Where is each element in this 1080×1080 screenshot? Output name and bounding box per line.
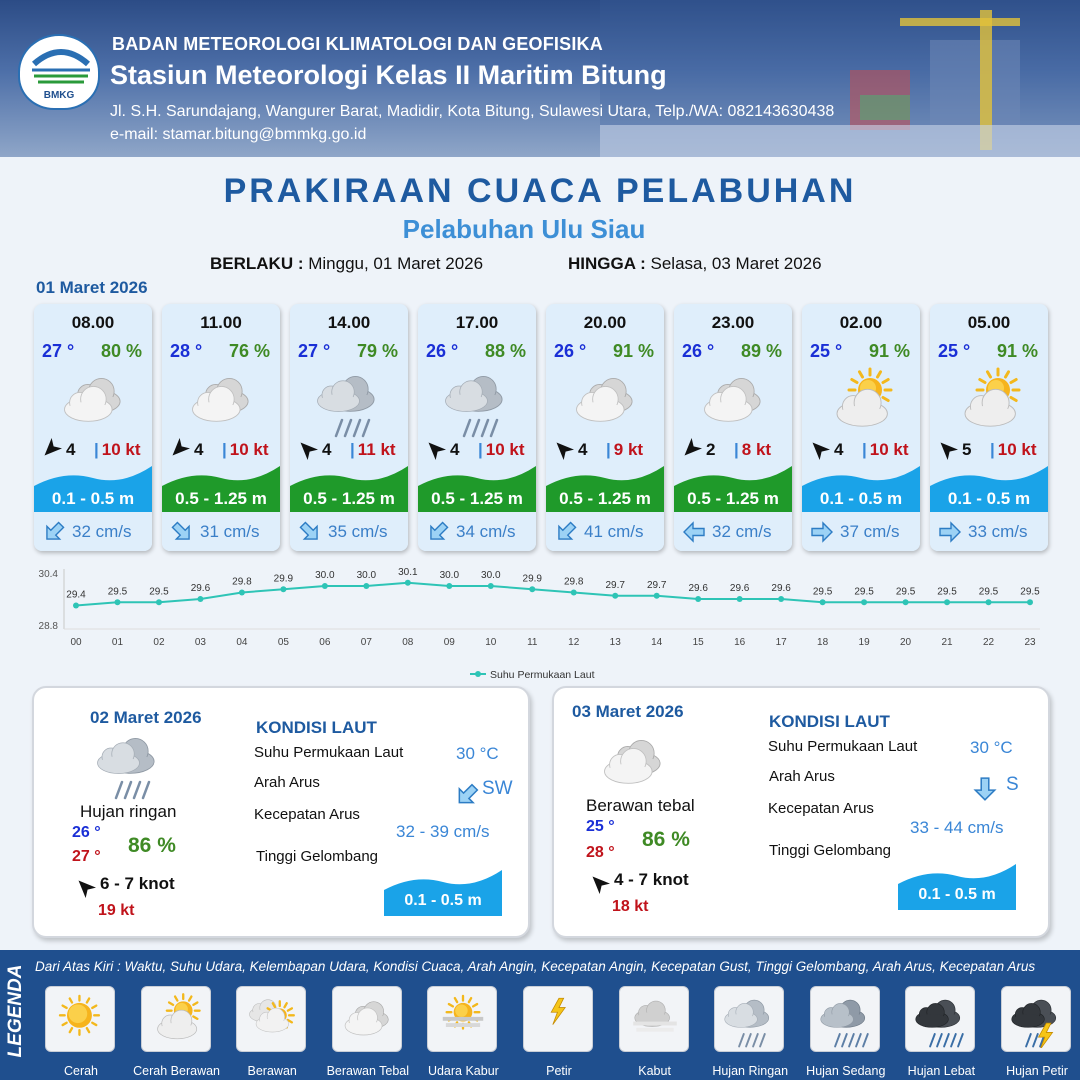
forecast-time: 20.00 <box>583 313 627 332</box>
wind-direction-icon <box>296 438 318 460</box>
hujan-lebat-icon <box>905 986 975 1052</box>
x-tick-label: 13 <box>609 637 621 648</box>
wind-speed: 4 <box>578 440 588 459</box>
x-tick-label: 17 <box>775 637 787 648</box>
air-temperature: 27 ° <box>298 341 331 361</box>
x-tick-label: 19 <box>858 637 870 648</box>
sst-point <box>820 599 826 605</box>
berawan-tebal-icon <box>332 986 402 1052</box>
current-speed: 32 cm/s <box>712 522 772 541</box>
wind-speed: 4 <box>450 440 460 459</box>
sst-label: Suhu Permukaan Laut <box>768 738 918 755</box>
x-tick-label: 01 <box>111 637 124 648</box>
petir-icon <box>523 986 593 1052</box>
sst-point <box>612 593 618 599</box>
forecast-time: 11.00 <box>200 313 242 332</box>
x-tick-label: 11 <box>527 637 538 648</box>
humidity: 79 % <box>356 341 398 361</box>
wave-height-value: 0.1 - 0.5 m <box>918 886 996 903</box>
legend-item <box>326 986 410 1078</box>
legend-item <box>133 986 221 1078</box>
wave-height: 0.5 - 1.25 m <box>303 489 395 508</box>
current-direction-label: Arah Arus <box>769 768 835 785</box>
gust-value: 10 kt <box>229 440 269 459</box>
daily-panel <box>552 686 1050 938</box>
hujan-ringan-icon <box>440 366 516 438</box>
current-speed-value: 33 - 44 cm/s <box>910 818 1004 837</box>
current-speed: 37 cm/s <box>840 522 900 541</box>
gust-value: 10 kt <box>101 440 141 459</box>
current-speed: 35 cm/s <box>328 522 388 541</box>
wind-speed: 5 <box>962 440 972 459</box>
hourly-card <box>418 304 536 551</box>
sst-point <box>114 599 120 605</box>
sst-point <box>986 599 992 605</box>
x-tick-label: 09 <box>443 637 455 648</box>
sst-point <box>737 596 743 602</box>
current-speed: 41 cm/s <box>584 522 644 541</box>
wind-direction-icon <box>588 872 610 894</box>
legend-item-label: Berawan Tebal <box>326 1064 410 1078</box>
sst-data-label: 29.7 <box>605 579 625 591</box>
legend-item <box>619 986 691 1078</box>
sst-point <box>156 599 162 605</box>
sst-point <box>446 583 452 589</box>
max-temperature: 28 ° <box>586 844 615 861</box>
gust-speed: 19 kt <box>98 902 135 919</box>
sst-point <box>529 586 535 592</box>
legend-item-label: Cerah <box>63 1064 99 1078</box>
berawan-tebal-icon <box>568 366 644 438</box>
x-tick-label: 16 <box>734 637 746 648</box>
x-tick-label: 18 <box>817 637 829 648</box>
hourly-card <box>290 304 408 551</box>
valid-from-value: Minggu, 01 Maret 2026 <box>308 254 484 273</box>
current-direction-icon <box>426 520 450 544</box>
sst-point <box>903 599 909 605</box>
sst-data-label: 30.1 <box>398 566 418 578</box>
valid-from <box>210 254 483 274</box>
bmkg-emblem-icon <box>20 36 102 90</box>
sst-data-label: 29.5 <box>895 586 916 598</box>
air-temperature: 26 ° <box>426 341 459 361</box>
current-speed-value: 32 - 39 cm/s <box>396 822 490 841</box>
sst-value: 30 °C <box>456 744 499 763</box>
sst-point <box>73 603 79 609</box>
sst-data-label: 29.5 <box>1020 586 1040 598</box>
berawan-tebal-icon <box>184 366 260 438</box>
legend-tag: LEGENDA <box>5 964 26 1058</box>
wave-height: 0.5 - 1.25 m <box>431 489 523 508</box>
air-temperature: 25 ° <box>810 341 843 361</box>
legend-item <box>427 986 499 1078</box>
x-tick-label: 14 <box>651 637 663 648</box>
gust-value: 8 kt <box>741 440 772 459</box>
station-address: Jl. S.H. Sarundajang, Wangurer Barat, Madidir, Kota Bitung, Sulawesi Utara, Telp./WA: 082143630438 <box>110 103 835 120</box>
legend-item-label: Hujan Sedang <box>806 1064 886 1078</box>
forecast-time: 23.00 <box>711 313 755 332</box>
legend-description: Dari Atas Kiri : Waktu, Suhu Udara, Kelembapan Udara, Kondisi Cuaca, Arah Angin, Kecepatan Angin, Kecepatan Gust, Tinggi Gelombang, Arah Arus, Kecepatan Arus <box>35 959 1036 974</box>
sst-data-label: 29.5 <box>978 586 999 598</box>
humidity: 76 % <box>228 341 270 361</box>
daily-panel <box>32 686 530 938</box>
sst-point <box>280 586 286 592</box>
legend-item-label: Hujan Petir <box>1006 1064 1068 1078</box>
wind-speed: 2 <box>706 440 716 459</box>
sst-data-label: 29.9 <box>273 573 294 585</box>
wind-direction-icon <box>680 438 702 460</box>
sst-series-line <box>76 583 1030 606</box>
wave-height: 0.1 - 0.5 m <box>819 489 903 508</box>
wind-speed: 4 <box>834 440 844 459</box>
berawan-tebal-icon <box>594 728 674 800</box>
sst-data-label: 30.0 <box>439 570 460 581</box>
wind-direction-icon <box>936 438 958 460</box>
hourly-card <box>546 304 664 551</box>
station-name: Stasiun Meteorologi Kelas II Maritim Bitung <box>110 60 667 90</box>
legend-series-name: Suhu Permukaan Laut <box>490 669 595 681</box>
weather-condition: Hujan ringan <box>80 802 177 821</box>
current-direction-icon <box>682 520 706 544</box>
legend-item-label: Hujan Lebat <box>907 1064 976 1078</box>
sst-data-label: 29.6 <box>729 583 750 594</box>
wind-direction-icon <box>40 438 62 460</box>
humidity: 91 % <box>996 341 1038 361</box>
udara-kabur-icon <box>427 986 497 1052</box>
humidity: 88 % <box>484 341 526 361</box>
sst-point <box>944 599 950 605</box>
legend-item-label: Cerah Berawan <box>133 1064 221 1078</box>
sst-data-label: 29.8 <box>564 576 584 588</box>
forecast-time: 08.00 <box>71 313 115 332</box>
gust-speed: | 11 kt <box>350 440 396 459</box>
x-tick-label: 22 <box>982 637 995 648</box>
sst-point <box>1027 599 1033 605</box>
daily-date: 02 Maret 2026 <box>90 708 202 727</box>
sst-point <box>861 599 867 605</box>
sst-chart <box>30 565 1050 685</box>
gust-speed: | 10 kt <box>222 440 269 459</box>
current-speed: 31 cm/s <box>200 522 260 541</box>
legend-item-label: Berawan <box>247 1064 297 1078</box>
wind-speed: 4 <box>66 440 76 459</box>
humidity: 91 % <box>612 341 654 361</box>
current-direction-icon <box>454 782 480 808</box>
current-direction-icon <box>554 520 578 544</box>
humidity: 91 % <box>868 341 910 361</box>
forecast-time: 14.00 <box>327 313 371 332</box>
gust-speed: | 9 kt <box>606 440 644 459</box>
sst-point <box>363 583 369 589</box>
page-title: PRAKIRAAN CUACA PELABUHAN <box>223 172 857 210</box>
air-temperature: 26 ° <box>554 341 587 361</box>
y-tick-label: 30.4 <box>38 569 58 580</box>
valid-to <box>568 254 822 274</box>
gust-value: 10 kt <box>869 440 909 459</box>
sst-value: 30 °C <box>970 738 1013 757</box>
wind-direction-icon <box>808 438 830 460</box>
current-direction-label: Arah Arus <box>254 774 320 791</box>
valid-to-value: Selasa, 03 Maret 2026 <box>650 254 822 273</box>
current-direction-value: SW <box>482 778 513 799</box>
cerah-berawan-icon <box>141 986 211 1052</box>
hourly-card <box>34 304 152 551</box>
hujan-ringan-icon <box>714 986 784 1052</box>
sea-condition-heading: KONDISI LAUT <box>256 718 377 737</box>
sst-point <box>654 593 660 599</box>
air-temperature: 26 ° <box>682 341 715 361</box>
sst-data-label: 29.5 <box>149 586 169 598</box>
sst-point <box>239 590 245 596</box>
wind-speed: 4 <box>194 440 204 459</box>
humidity: 86 % <box>128 834 176 857</box>
x-tick-label: 02 <box>153 637 165 648</box>
logo-text: BMKG <box>43 90 75 101</box>
current-speed: 32 cm/s <box>72 522 132 541</box>
x-tick-label: 06 <box>319 637 331 648</box>
x-tick-label: 12 <box>568 637 580 648</box>
wind-direction-icon <box>168 438 190 460</box>
wave-height-label: Tinggi Gelombang <box>256 848 379 865</box>
sst-point <box>322 583 328 589</box>
wind-speed: 4 - 7 knot <box>614 870 689 889</box>
wave-height: 0.5 - 1.25 m <box>687 489 779 508</box>
cerah-berawan-icon <box>824 366 900 438</box>
cerah-icon <box>45 986 115 1052</box>
air-temperature: 25 ° <box>938 341 971 361</box>
berawan-tebal-icon <box>696 366 772 438</box>
port-name: Pelabuhan Ulu Siau <box>402 214 646 244</box>
station-email: e-mail: stamar.bitung@bmmkg.go.id <box>110 126 367 143</box>
legend-item-label: Udara Kabur <box>427 1064 499 1078</box>
legend-swatch-dot <box>475 671 481 677</box>
daily-date: 03 Maret 2026 <box>572 702 684 721</box>
wind-direction-icon <box>74 876 96 898</box>
sst-point <box>695 596 701 602</box>
header-banner <box>0 0 1080 157</box>
x-tick-label: 08 <box>402 637 414 648</box>
sst-data-label: 29.9 <box>522 573 542 585</box>
gust-value: 9 kt <box>613 440 644 459</box>
x-tick-label: 05 <box>277 637 289 648</box>
wind-speed: 6 - 7 knot <box>100 874 175 893</box>
sea-condition-heading: KONDISI LAUT <box>769 712 890 731</box>
cerah-berawan-icon <box>952 366 1028 438</box>
hourly-card <box>930 304 1048 551</box>
sst-data-label: 29.6 <box>688 583 708 594</box>
legend-item <box>905 986 977 1078</box>
gust-value: 11 kt <box>357 440 396 459</box>
gust-speed: 18 kt <box>612 898 649 915</box>
kabut-icon <box>619 986 689 1052</box>
forecast-time: 02.00 <box>839 313 883 332</box>
current-direction-value: S <box>1006 774 1019 795</box>
x-tick-label: 03 <box>194 637 206 648</box>
legend-item <box>806 986 886 1078</box>
legend-item-label: Hujan Ringan <box>712 1064 789 1078</box>
wind-direction-icon <box>424 438 446 460</box>
hourly-card <box>674 304 792 551</box>
max-temperature: 27 ° <box>72 848 101 865</box>
sst-point <box>197 596 203 602</box>
hourly-card <box>802 304 920 551</box>
hujan-ringan-icon <box>312 366 388 438</box>
x-tick-label: 10 <box>485 637 497 648</box>
sst-point <box>405 580 411 586</box>
wave-height: 0.1 - 0.5 m <box>947 489 1031 508</box>
air-temperature: 27 ° <box>42 341 75 361</box>
berawan-tebal-icon <box>56 366 132 438</box>
current-direction-icon <box>972 776 998 802</box>
sst-data-label: 29.5 <box>937 586 957 598</box>
humidity: 80 % <box>100 341 142 361</box>
sst-data-label: 29.4 <box>66 589 86 601</box>
forecast-time: 05.00 <box>967 313 1011 332</box>
min-temperature: 25 ° <box>586 818 615 835</box>
legend-item <box>712 986 789 1078</box>
min-temperature: 26 ° <box>72 824 101 841</box>
sst-point <box>488 583 494 589</box>
gust-speed: | 8 kt <box>734 440 772 459</box>
current-direction-icon <box>298 520 322 544</box>
port-illustration <box>600 0 1080 157</box>
forecast-time: 17.00 <box>455 313 499 332</box>
current-speed-label: Kecepatan Arus <box>254 806 360 823</box>
sst-data-label: 29.7 <box>646 579 667 591</box>
sst-data-label: 29.6 <box>771 583 791 594</box>
hujan-sedang-icon <box>810 986 880 1052</box>
legend-item <box>523 986 595 1078</box>
org-name: BADAN METEOROLOGI KLIMATOLOGI DAN GEOFISIKA <box>112 34 603 54</box>
x-tick-label: 21 <box>941 637 953 648</box>
current-direction-icon <box>42 520 66 544</box>
current-speed-label: Kecepatan Arus <box>768 800 874 817</box>
sst-data-label: 29.5 <box>107 586 128 598</box>
current-direction-icon <box>938 520 962 544</box>
gust-speed: | 10 kt <box>94 440 141 459</box>
berawan-icon <box>236 986 306 1052</box>
valid-to-label: HINGGA : <box>568 254 646 273</box>
sst-data-label: 30.0 <box>481 570 501 581</box>
wave-height: 0.5 - 1.25 m <box>175 489 267 508</box>
legend-item-label: Petir <box>546 1064 572 1078</box>
sst-label: Suhu Permukaan Laut <box>254 744 404 761</box>
sst-data-label: 29.5 <box>812 586 833 598</box>
wave-height-label: Tinggi Gelombang <box>769 842 892 859</box>
gust-speed: | 10 kt <box>862 440 909 459</box>
day1-date: 01 Maret 2026 <box>36 278 148 297</box>
sst-data-label: 29.5 <box>854 586 874 598</box>
hourly-card <box>162 304 280 551</box>
gust-value: 10 kt <box>485 440 525 459</box>
x-tick-label: 07 <box>360 637 372 648</box>
x-tick-label: 04 <box>236 637 248 648</box>
wind-direction-icon <box>552 438 574 460</box>
wave-height-value: 0.1 - 0.5 m <box>404 892 482 909</box>
wind-speed: 4 <box>322 440 332 459</box>
humidity: 89 % <box>740 341 782 361</box>
legend-item <box>1001 986 1073 1078</box>
current-direction-icon <box>170 520 194 544</box>
y-tick-label: 28.8 <box>38 621 58 632</box>
wave-height: 0.1 - 0.5 m <box>51 489 135 508</box>
hujan-ringan-icon <box>90 728 170 800</box>
bmkg-logo <box>18 34 100 110</box>
air-temperature: 28 ° <box>170 341 203 361</box>
sst-data-label: 29.8 <box>232 576 252 588</box>
valid-from-label: BERLAKU : <box>210 254 304 273</box>
legend-item <box>45 986 117 1078</box>
gust-value: 10 kt <box>997 440 1037 459</box>
current-speed: 34 cm/s <box>456 522 516 541</box>
gust-speed: | 10 kt <box>478 440 525 459</box>
humidity: 86 % <box>642 828 690 851</box>
x-tick-label: 20 <box>900 637 912 648</box>
x-tick-label: 15 <box>692 637 704 648</box>
current-direction-icon <box>810 520 834 544</box>
x-tick-label: 23 <box>1024 637 1036 648</box>
wave-height: 0.5 - 1.25 m <box>559 489 651 508</box>
weather-condition: Berawan tebal <box>586 796 695 815</box>
current-speed: 33 cm/s <box>968 522 1028 541</box>
sst-point <box>571 590 577 596</box>
x-tick-label: 00 <box>70 637 82 648</box>
legend-item <box>236 986 308 1078</box>
gust-speed: | 10 kt <box>990 440 1037 459</box>
sst-data-label: 29.6 <box>190 583 211 594</box>
legend-item-label: Kabut <box>638 1064 671 1078</box>
hujan-petir-icon <box>1001 986 1071 1052</box>
sst-point <box>778 596 784 602</box>
sst-data-label: 30.0 <box>315 570 335 581</box>
sst-data-label: 30.0 <box>356 570 377 581</box>
